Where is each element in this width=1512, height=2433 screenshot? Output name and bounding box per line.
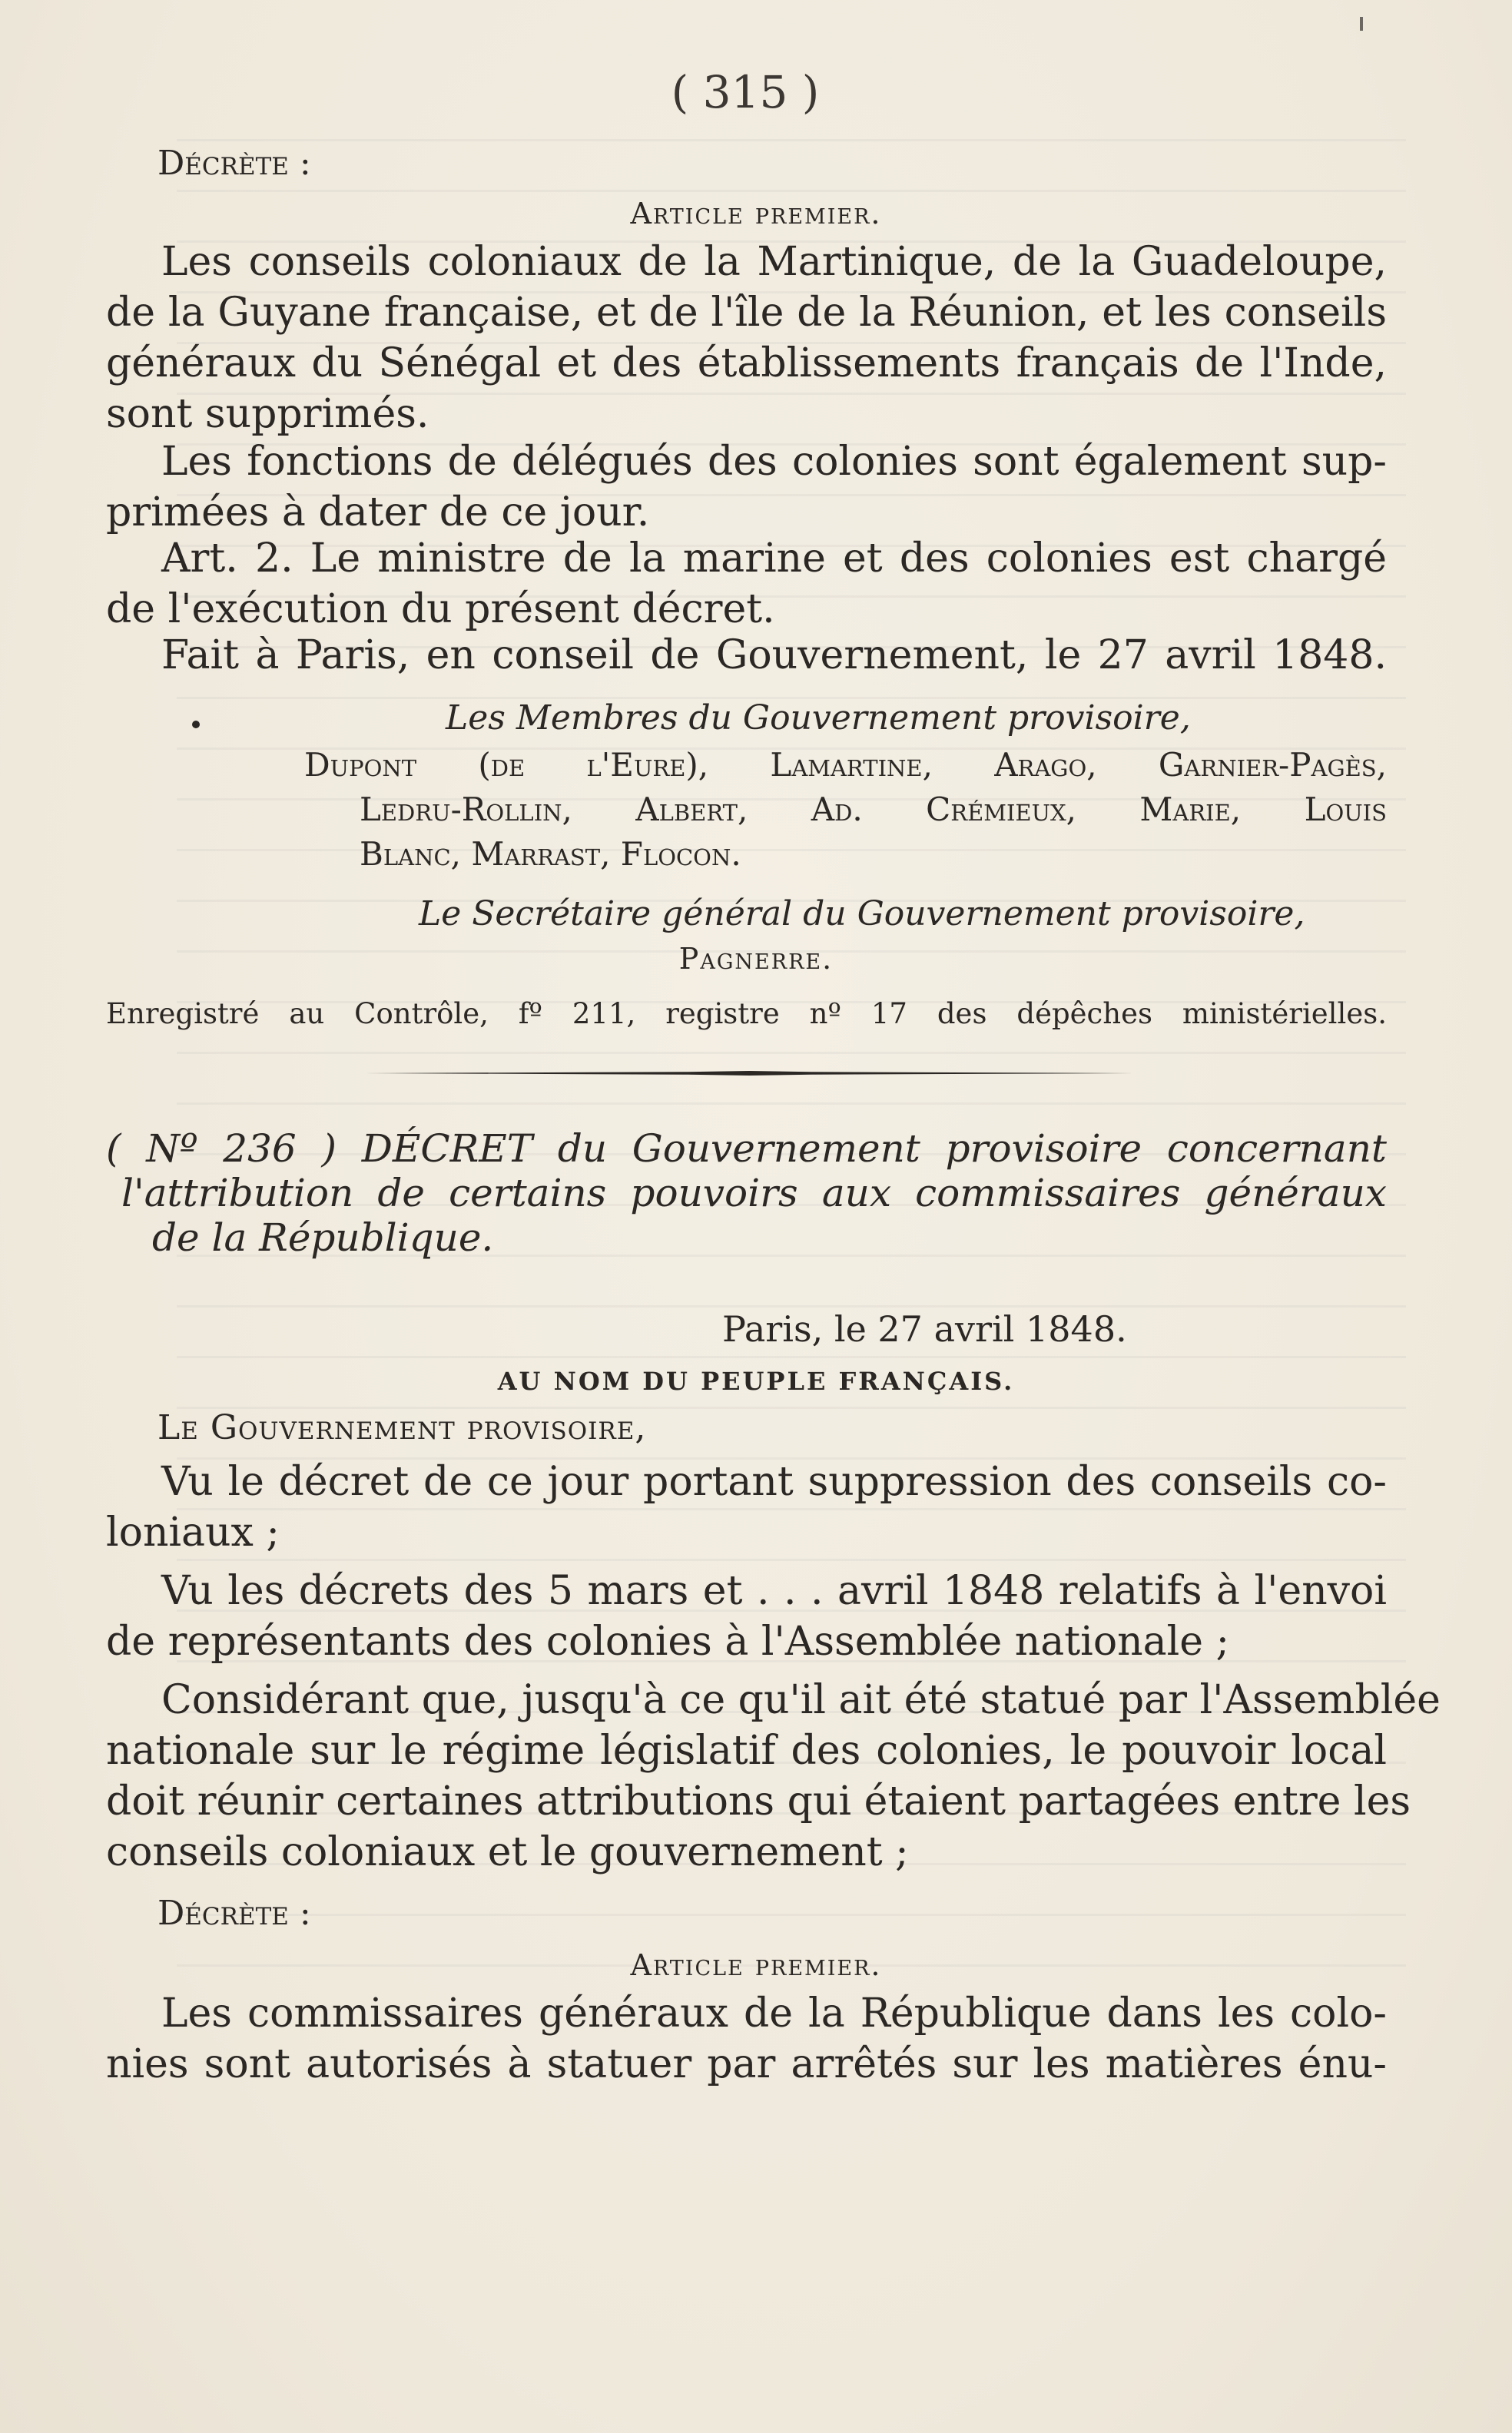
registration-note — [106, 994, 1387, 1034]
paragraph-commissaires — [106, 1988, 1387, 2090]
secretary-name: Pagnerre. — [678, 942, 834, 976]
paragraph-delegues — [106, 436, 1387, 538]
signatories-line: Dupont (de l'Eure), Lamartine, Arago, Garnier-Pagès, — [304, 746, 1387, 784]
decree-heading-line: l'attribution de certains pouvoirs aux commissaires généraux — [121, 1171, 1387, 1215]
text-line: doit réunir certaines attributions qui étaient partagées entre les — [106, 1778, 1411, 1825]
text-line: de représentants des colonies à l'Assemblée nationale ; — [106, 1619, 1230, 1665]
signatories-list — [106, 743, 1387, 877]
paragraph-considerant — [106, 1675, 1441, 1878]
signatories-line: Blanc, Marrast, Flocon. — [360, 835, 741, 873]
decrete-label: Décrète : — [158, 1894, 311, 1933]
paragraph-fait-a-paris — [106, 630, 1387, 681]
text-line: Vu les décrets des 5 mars et . . . avril 1848 relatifs à l'envoi — [161, 1568, 1387, 1614]
text-line: Fait à Paris, en conseil de Gouvernement, le 27 avril 1848. — [161, 632, 1387, 678]
page-number: ( 315 ) — [671, 66, 820, 118]
text-line: Les fonctions de délégués des colonies sont également sup- — [161, 439, 1387, 485]
peuple-heading: AU NOM DU PEUPLE FRANÇAIS. — [497, 1367, 1015, 1396]
text-line: Enregistré au Contrôle, fº 211, registre nº 17 des dépêches ministérielles. — [106, 997, 1387, 1030]
text-line: Art. 2. Le ministre de la marine et des colonies est chargé — [161, 535, 1387, 582]
paragraph-suppression — [106, 237, 1387, 439]
text-line: nies sont autorisés à statuer par arrêtés sur les matières énu- — [106, 2041, 1387, 2087]
stray-dot — [192, 721, 200, 728]
text-line: de l'exécution du présent décret. — [106, 586, 775, 632]
signatories-line: Ledru-Rollin, Albert, Ad. Crémieux, Marie, Louis — [360, 791, 1387, 828]
text-line: Vu le décret de ce jour portant suppression des conseils co- — [161, 1459, 1387, 1505]
text-line: Les commissaires généraux de la République dans les colo- — [161, 1990, 1387, 2037]
text-line: conseils coloniaux et le gouvernement ; — [106, 1829, 909, 1875]
text-line: sont supprimés. — [106, 391, 429, 437]
decree-heading-line: ( Nº 236 ) DÉCRET du Gouvernement provisoire concernant — [106, 1126, 1387, 1171]
text-line: Les conseils coloniaux de la Martinique, de la Guadeloupe, — [161, 239, 1387, 285]
paragraph-vu-decret — [106, 1457, 1387, 1558]
decrete-label: Décrète : — [158, 144, 311, 183]
decree-heading-line: de la République. — [152, 1215, 494, 1260]
secretary-label: Le Secrétaire général du Gouvernement provisoire, — [419, 894, 1305, 933]
section-separator — [365, 1069, 1133, 1077]
decree-heading — [106, 1126, 1387, 1260]
text-line: loniaux ; — [106, 1510, 280, 1556]
corner-mark — [1360, 17, 1363, 31]
text-line: généraux du Sénégal et des établissements français de l'Inde, — [106, 340, 1387, 386]
text-line: de la Guyane française, et de l'île de la Réunion, et les conseils — [106, 290, 1387, 336]
article-heading: Article premier. — [630, 197, 882, 230]
text-line: Considérant que, jusqu'à ce qu'il ait été statué par l'Assemblée — [161, 1677, 1441, 1723]
decree-place-date: Paris, le 27 avril 1848. — [722, 1308, 1127, 1350]
text-line: nationale sur le régime législatif des colonies, le pouvoir local — [106, 1728, 1387, 1774]
paragraph-vu-decrets — [106, 1566, 1387, 1667]
paragraph-article-2 — [106, 533, 1387, 635]
gouvernement-label: Le Gouvernement provisoire, — [158, 1408, 647, 1447]
article-heading: Article premier. — [630, 1948, 882, 1982]
text-line: primées à dater de ce jour. — [106, 489, 650, 535]
signatories-label: Les Membres du Gouvernement provisoire, — [446, 698, 1191, 738]
